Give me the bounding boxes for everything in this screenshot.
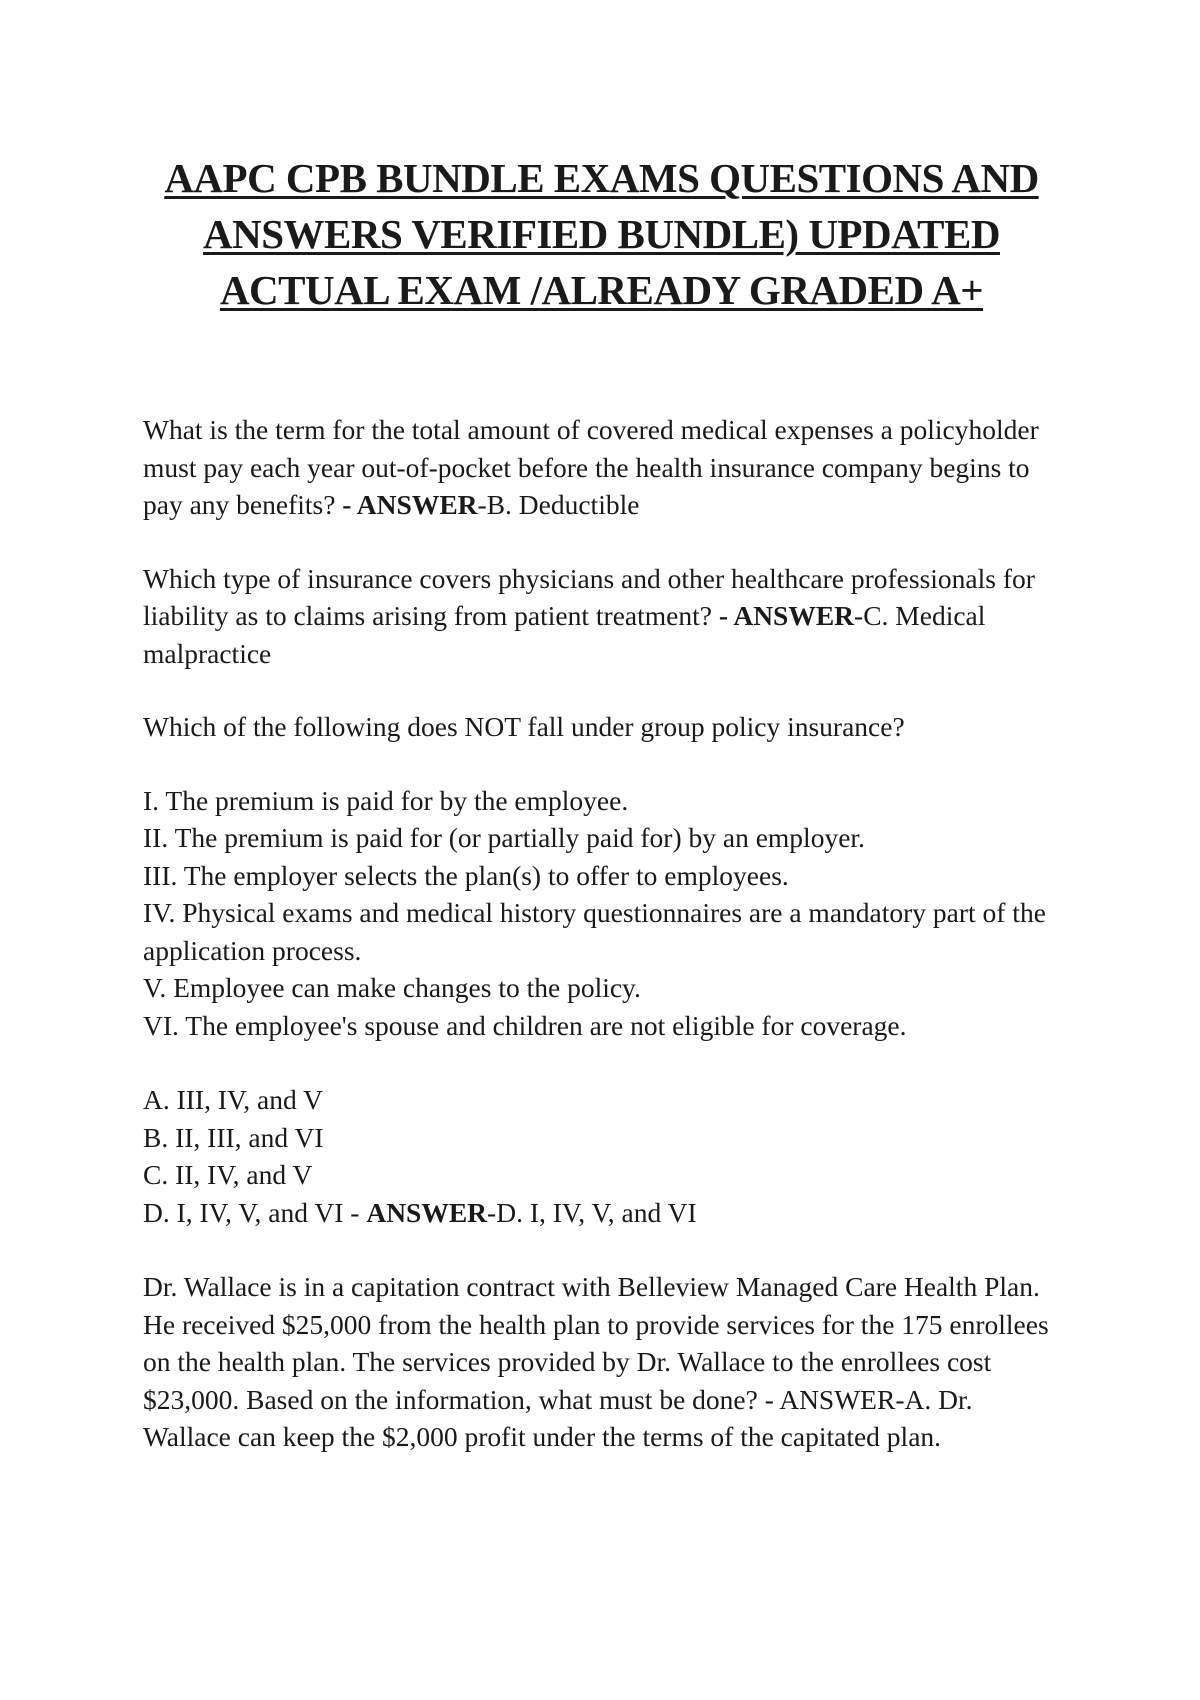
question-2-answer: -C. Medical malpractice: [143, 600, 986, 669]
title-line-3: ACTUAL EXAM /ALREADY GRADED A+: [219, 267, 984, 313]
question-1-answer: -B. Deductible: [477, 489, 640, 520]
option-item: B. II, III, and VI: [143, 1121, 324, 1153]
statement-item: IV. Physical exams and medical history questionnaires are a mandatory part of the application process.: [143, 897, 1046, 966]
answer-marker: ANSWER: [366, 1196, 488, 1228]
question-3-statements: [143, 782, 1060, 1045]
answer-marker: - ANSWER: [718, 600, 855, 631]
question-3-text: Which of the following does NOT fall under group policy insurance?: [143, 711, 905, 742]
question-3-answer: -D. I, IV, V, and VI: [487, 1196, 697, 1228]
question-2: [143, 560, 1060, 673]
question-4: Dr. Wallace is in a capitation contract with Belleview Managed Care Health Plan. He received $25,000 from the health plan to provide services for the 175 enrollees on the health plan. The services provided by Dr. Wallace to the enrollees cost $23,000. Based on the information, what must be done? - ANSWER-A. Dr. Wallace can keep the $2,000 profit under the terms of the capitated plan.: [143, 1271, 1049, 1452]
answer-marker: - ANSWER: [342, 489, 478, 520]
document-title: [143, 150, 1060, 318]
title-line-1: AAPC CPB BUNDLE EXAMS QUESTIONS AND: [164, 155, 1039, 201]
statement-item: II. The premium is paid for (or partially paid for) by an employer.: [143, 822, 865, 853]
question-3-options: [143, 1081, 1060, 1231]
option-item: A. III, IV, and V: [143, 1084, 323, 1115]
question-2-text: Which type of insurance covers physicians and other healthcare professionals for liability as to claims arising from patient treatment?: [143, 562, 1035, 631]
option-d-text: D. I, IV, V, and VI -: [143, 1196, 367, 1228]
statement-item: VI. The employee's spouse and children are not eligible for coverage.: [143, 1009, 907, 1041]
title-line-2: ANSWERS VERIFIED BUNDLE) UPDATED: [203, 211, 1000, 257]
statement-item: I. The premium is paid for by the employee.: [143, 784, 629, 816]
option-item-with-answer: [143, 1194, 1060, 1232]
question-1-text: What is the term for the total amount of covered medical expenses a policyholder must pay each year out-of-pocket before the health insurance company begins to pay any benefits?: [143, 414, 1039, 520]
option-item: C. II, IV, and V: [143, 1159, 313, 1190]
document-body: [143, 411, 1060, 1456]
statement-item: III. The employer selects the plan(s) to offer to employees.: [143, 859, 789, 891]
question-1: [143, 411, 1060, 524]
statement-item: V. Employee can make changes to the policy.: [143, 972, 641, 1003]
